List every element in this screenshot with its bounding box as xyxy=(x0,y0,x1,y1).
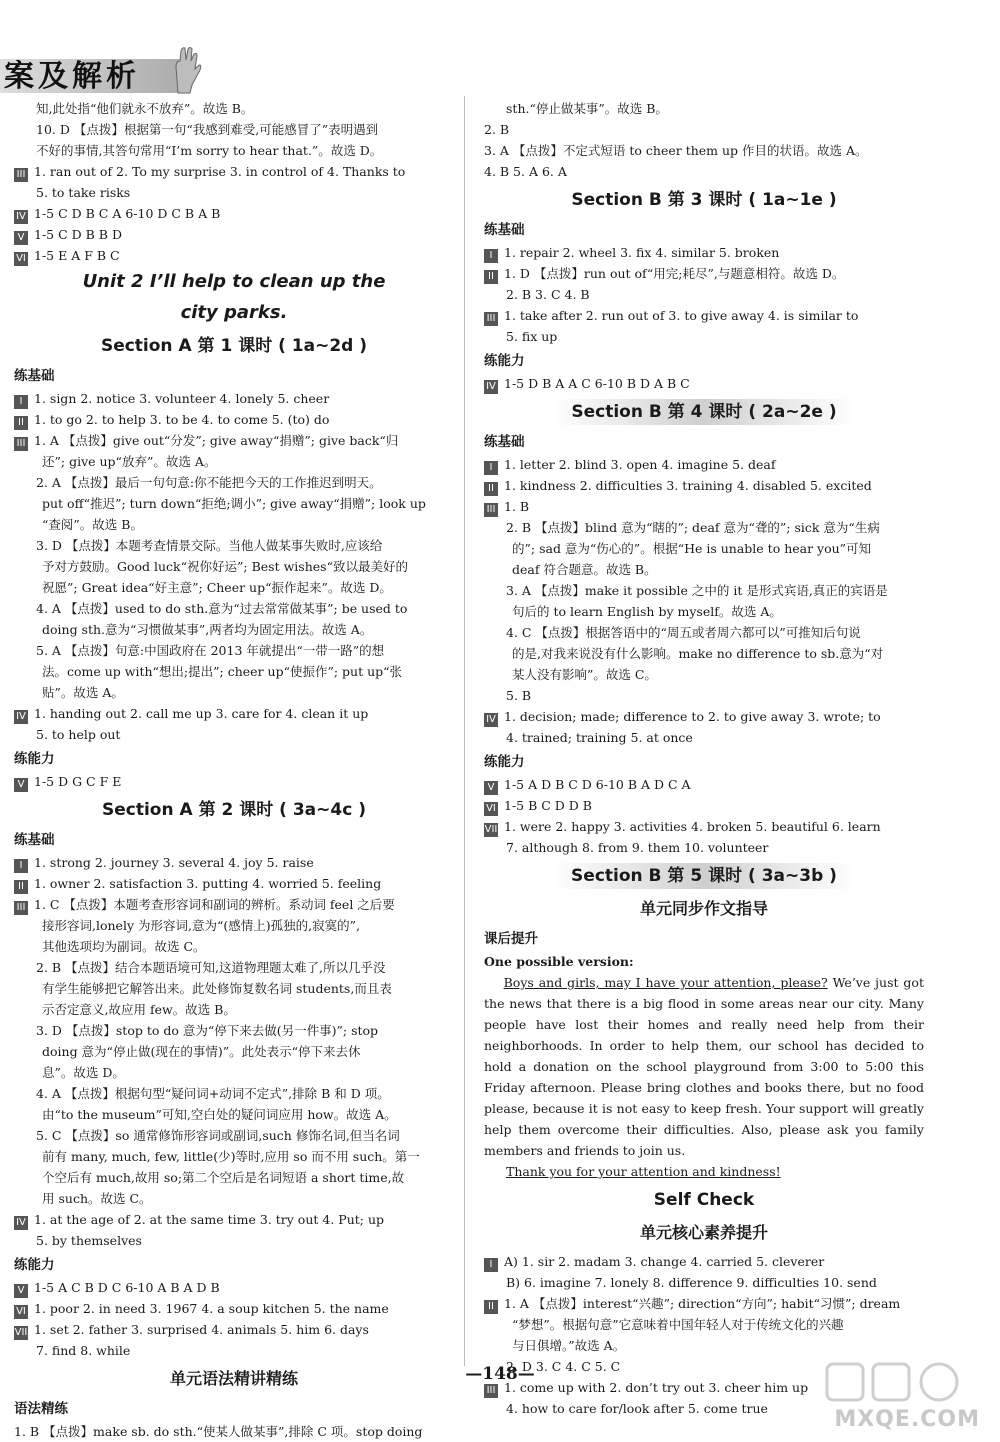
category-label: 练能力 xyxy=(484,754,525,770)
answer-line: 不好的事情,其答句常用“I’m sorry to hear that.”。故选 D。 xyxy=(36,143,383,158)
answer-line: B) 6. imagine 7. lonely 8. difference 9. difficulties 10. send xyxy=(506,1275,877,1290)
writing-guide-heading: 单元同步作文指导 xyxy=(639,899,768,918)
answer-line: 3. D 【点拨】stop to do 意为“停下来去做(另一件事)”; stop xyxy=(36,1023,379,1038)
answer-line: 10. D 【点拨】根据第一句“我感到难受,可能感冒了”表明遇到 xyxy=(36,122,379,137)
answer-line: 7. although 8. from 9. them 10. volunteer xyxy=(506,840,769,855)
roman-marker: III xyxy=(484,503,498,517)
answer-row: III 1. A 【点拨】give out“分发”; give away“捐赠”; give back“归 xyxy=(14,430,454,451)
answer-line: 7. find 8. while xyxy=(36,1343,131,1358)
answer-line: 祝愿”; Great idea“好主意”; Cheer up“振作起来”。故选 D。 xyxy=(42,580,392,595)
answer-line: 句后的 to learn English by myself。故选 A。 xyxy=(512,604,782,619)
answer-line: 还”; give up“放弃”。故选 A。 xyxy=(42,454,217,469)
answer-line: 5. fix up xyxy=(506,329,558,344)
self-check-subtitle: 单元核心素养提升 xyxy=(639,1223,768,1242)
answer-line: 4. A 【点拨】used to do sth.意为“过去常常做某事”; be used to xyxy=(36,601,408,616)
answer-line: 的”; sad 意为“伤心的”。根据“He is unable to hear you”可知 xyxy=(512,541,872,556)
roman-marker: III xyxy=(484,312,498,326)
section-heading: Section B 第 5 课时 ( 3a~3b ) xyxy=(484,861,924,891)
answer-line: 前有 many, much, few, little(少)等时,应用 so 而不用 such。第一 xyxy=(42,1149,420,1164)
roman-marker: VI xyxy=(484,802,498,816)
answer-row: IV 1. handing out 2. call me up 3. care for 4. clean it up xyxy=(14,703,454,724)
essay-label: One possible version: xyxy=(484,954,634,969)
roman-marker: VI xyxy=(14,252,28,266)
answer-row: I A) 1. sir 2. madam 3. change 4. carried 5. cleverer xyxy=(484,1251,924,1272)
answer-line: 2. B 【点拨】blind 意为“瞎的”; deaf 意为“聋的”; sick 意为“生病 xyxy=(506,520,880,535)
answer-line: 示否定意义,故应用 few。故选 B。 xyxy=(42,1002,236,1017)
roman-marker: I xyxy=(484,461,498,475)
answer-line: 4. how to care for/look after 5. come true xyxy=(506,1401,768,1416)
roman-marker: IV xyxy=(14,1216,28,1230)
page-title: 案及解析 xyxy=(4,59,140,94)
answer-line: 4. trained; training 5. at once xyxy=(506,730,693,745)
roman-marker: II xyxy=(14,880,28,894)
category-label: 练基础 xyxy=(14,832,55,848)
right-column xyxy=(484,98,924,1419)
roman-marker: VII xyxy=(14,1327,28,1338)
answer-line: 3. A 【点拨】不定式短语 to cheer them up 作目的状语。故选 A。 xyxy=(484,143,868,158)
answer-row: V 1-5 C D B B D xyxy=(14,224,454,245)
answer-line: 2. B 【点拨】结合本题语境可知,这道物理题太难了,所以几乎没 xyxy=(36,960,386,975)
roman-marker: IV xyxy=(14,710,28,724)
category-label: 练能力 xyxy=(14,1257,55,1273)
roman-marker: III xyxy=(14,901,28,915)
answer-row: I 1. strong 2. journey 3. several 4. joy 5. raise xyxy=(14,852,454,873)
roman-marker: VII xyxy=(484,824,498,835)
answer-line: 5. A 【点拨】句意:中国政府在 2013 年就提出“一带一路”的想 xyxy=(36,643,385,658)
answer-row: V 1-5 A C B D C 6-10 A B A D B xyxy=(14,1277,454,1298)
section-heading: Section B 第 3 课时 ( 1a~1e ) xyxy=(571,190,837,210)
answer-line: put off“推迟”; turn down“拒绝;调小”; give away“捐赠”; look up xyxy=(42,496,426,511)
hand-icon xyxy=(168,45,204,95)
answer-row: II 1. to go 2. to help 3. to be 4. to come 5. (to) do xyxy=(14,409,454,430)
roman-marker: II xyxy=(14,416,28,430)
answer-row: VII 1. set 2. father 3. surprised 4. animals 5. him 6. days xyxy=(14,1322,369,1338)
roman-marker: II xyxy=(484,482,498,496)
roman-marker: I xyxy=(484,1258,498,1272)
left-column xyxy=(14,98,454,1442)
answer-line: 2. A 【点拨】最后一句句意:你不能把今天的工作推迟到明天。 xyxy=(36,475,382,490)
answer-line: 5. by themselves xyxy=(36,1233,142,1248)
answer-row: I 1. repair 2. wheel 3. fix 4. similar 5. broken xyxy=(484,242,924,263)
essay-opening: Boys and girls, may I have your attention, please? xyxy=(503,975,828,990)
unit-title-line-2: city parks. xyxy=(180,302,288,323)
answer-line: 由“to the museum”可知,空白处的疑问词应用 how。故选 A。 xyxy=(42,1107,397,1122)
category-label: 练基础 xyxy=(484,434,525,450)
answer-row: IV 1. at the age of 2. at the same time 3. try out 4. Put; up xyxy=(14,1209,454,1230)
answer-line: 的是,对我来说没有什么影响。make no difference to sb.意为“对 xyxy=(512,646,884,661)
model-essay xyxy=(484,972,924,1161)
roman-marker: III xyxy=(14,437,28,451)
answer-line: sth.“停止做某事”。故选 B。 xyxy=(506,101,668,116)
answer-row: IV 1-5 C D B C A 6-10 D C B A B xyxy=(14,203,454,224)
answer-row: II 1. A 【点拨】interest“兴趣”; direction“方向”; habit“习惯”; dream xyxy=(484,1293,924,1314)
answer-row: III 1. come up with 2. don’t try out 3. cheer him up xyxy=(484,1377,924,1398)
essay-body: We’ve just got the news that there is a big flood in some areas near our city. Many people have lost their homes and really need help from their neighborhoods. In order to help them, our school has decided to hold a donation on the school playground from 3:00 to 5:00 this Friday afternoon. Please bring clothes and books there, but no food please, because it is not easy to keep fresh. Your support will greatly help them overcome their difficulties. Also, please ask you family members and friends to join us. xyxy=(484,975,924,1158)
roman-marker: I xyxy=(484,249,498,263)
roman-marker: I xyxy=(14,859,28,873)
category-label: 练能力 xyxy=(14,751,55,767)
answer-row: VII 1. were 2. happy 3. activities 4. broken 5. beautiful 6. learn xyxy=(484,819,881,835)
answer-line: 息”。故选 D。 xyxy=(42,1065,125,1080)
roman-marker: III xyxy=(14,168,28,182)
answer-line: 2. B 3. C 4. B xyxy=(506,287,590,302)
category-label: 语法精练 xyxy=(14,1401,68,1417)
answer-line: 与日俱增。”故选 A。 xyxy=(512,1338,626,1353)
answer-row: I 1. sign 2. notice 3. volunteer 4. lonely 5. cheer xyxy=(14,388,454,409)
answer-row: III 1. take after 2. run out of 3. to give away 4. is similar to xyxy=(484,305,924,326)
section-heading: Section A 第 1 课时 ( 1a~2d ) xyxy=(100,336,368,356)
roman-marker: II xyxy=(484,270,498,284)
answer-line: 4. A 【点拨】根据句型“疑问词+动词不定式”,排除 B 和 D 项。 xyxy=(36,1086,390,1101)
answer-line: 4. C 【点拨】根据答语中的“周五或者周六都可以”可推知后句说 xyxy=(506,625,861,640)
answer-row: V 1-5 A D B C D 6-10 B A D C A xyxy=(484,774,924,795)
roman-marker: I xyxy=(14,395,28,409)
answer-line: 接形容词,lonely 为形容词,意为“(感情上)孤独的,寂寞的”, xyxy=(42,918,360,933)
answer-row: II 1. kindness 2. difficulties 3. training 4. disabled 5. excited xyxy=(484,475,924,496)
roman-marker: III xyxy=(484,1384,498,1398)
answer-line: 5. to take risks xyxy=(36,185,131,200)
column-divider xyxy=(464,96,465,1366)
answer-line: doing sth.意为“习惯做某事”,两者均为固定用法。故选 A。 xyxy=(42,622,373,637)
answer-line: 某人没有影响”。故选 C。 xyxy=(512,667,657,682)
answer-line: 5. to help out xyxy=(36,727,121,742)
category-label: 练基础 xyxy=(14,368,55,384)
roman-marker: V xyxy=(14,778,28,792)
answer-line: 5. C 【点拨】so 通常修饰形容词或副词,such 修饰名词,但当名词 xyxy=(36,1128,400,1143)
answer-line: 3. A 【点拨】make it possible 之中的 it 是形式宾语,真正的宾语是 xyxy=(506,583,888,598)
roman-marker: V xyxy=(14,1284,28,1298)
answer-line: 2. B xyxy=(484,122,510,137)
answer-line: 3. D 【点拨】本题考查情景交际。当他人做某事失败时,应该给 xyxy=(36,538,383,553)
section-heading: Section B 第 4 课时 ( 2a~2e ) xyxy=(484,397,924,427)
answer-line: deaf 符合题意。故选 B。 xyxy=(512,562,657,577)
answer-line: 有学生能够把它解答出来。此处修饰复数名词 students,而且表 xyxy=(42,981,392,996)
page-number: —148— xyxy=(465,1364,535,1384)
answer-line: 予对方鼓励。Good luck“祝你好运”; Best wishes“致以最美好的 xyxy=(42,559,408,574)
answer-row: IV 1. decision; made; difference to 2. to give away 3. wrote; to xyxy=(484,706,924,727)
answer-line: 1. B 【点拨】make sb. do sth.“使某人做某事”,排除 C 项。stop doing xyxy=(14,1424,423,1439)
answer-row: IV 1-5 D B A A C 6-10 B D A B C xyxy=(484,373,924,394)
roman-marker: II xyxy=(484,1300,498,1314)
answer-line: 个空后有 much,故用 so;第二个空后是名词短语 a short time,故 xyxy=(42,1170,405,1185)
category-label: 练基础 xyxy=(484,222,525,238)
roman-marker: IV xyxy=(484,713,498,727)
essay-closing: Thank you for your attention and kindness! xyxy=(506,1164,781,1179)
unit-title-line-1: Unit 2 I’ll help to clean up the xyxy=(82,271,386,292)
answer-line: 5. B xyxy=(506,688,532,703)
answer-line: 知,此处指“他们就永不放弃”。故选 B。 xyxy=(36,101,254,116)
answer-row: VI 1-5 E A F B C xyxy=(14,245,454,266)
answer-line: doing 意为“停止做(现在的事情)”。此处表示“停下来去休 xyxy=(42,1044,361,1059)
roman-marker: V xyxy=(484,781,498,795)
answer-row: III 1. B xyxy=(484,496,924,517)
section-heading: Section A 第 2 课时 ( 3a~4c ) xyxy=(102,800,366,820)
answer-line: “梦想”。根据句意”它意味着中国年轻人对于传统文化的兴趣 xyxy=(512,1317,844,1332)
roman-marker: IV xyxy=(484,380,498,394)
answer-line: 贴”。故选 A。 xyxy=(42,685,124,700)
self-check-title: Self Check xyxy=(653,1190,755,1210)
category-label: 课后提升 xyxy=(484,931,538,947)
answer-line: 法。come up with“想出;提出”; cheer up“使振作”; put up“张 xyxy=(42,664,403,679)
watermark-text: MXQE.COM xyxy=(834,1407,980,1432)
roman-marker: VI xyxy=(14,1305,28,1319)
category-label: 练能力 xyxy=(484,353,525,369)
answer-row: II 1. D 【点拨】run out of“用完;耗尽”,与题意相符。故选 D。 xyxy=(484,263,924,284)
answer-row: V 1-5 D G C F E xyxy=(14,771,454,792)
answer-line: 其他选项均为副词。故选 C。 xyxy=(42,939,206,954)
answer-row: III 1. C 【点拨】本题考查形容词和副词的辨析。系动词 feel 之后要 xyxy=(14,894,454,915)
answer-row: I 1. letter 2. blind 3. open 4. imagine 5. deaf xyxy=(484,454,924,475)
grammar-heading: 单元语法精讲精练 xyxy=(169,1369,298,1388)
answer-line: 2. D 3. C 4. C 5. C xyxy=(506,1359,621,1374)
answer-line: 用 such。故选 C。 xyxy=(42,1191,152,1206)
answer-line: “查阅”。故选 B。 xyxy=(42,517,143,532)
answer-row: II 1. owner 2. satisfaction 3. putting 4. worried 5. feeling xyxy=(14,873,454,894)
answer-row: VI 1. poor 2. in need 3. 1967 4. a soup kitchen 5. the name xyxy=(14,1298,454,1319)
roman-marker: IV xyxy=(14,210,28,224)
header-banner xyxy=(0,45,200,97)
answer-row: III 1. ran out of 2. To my surprise 3. in control of 4. Thanks to xyxy=(14,161,454,182)
roman-marker: V xyxy=(14,231,28,245)
answer-line: 4. B 5. A 6. A xyxy=(484,164,567,179)
answer-row: VI 1-5 B C D D B xyxy=(484,795,924,816)
